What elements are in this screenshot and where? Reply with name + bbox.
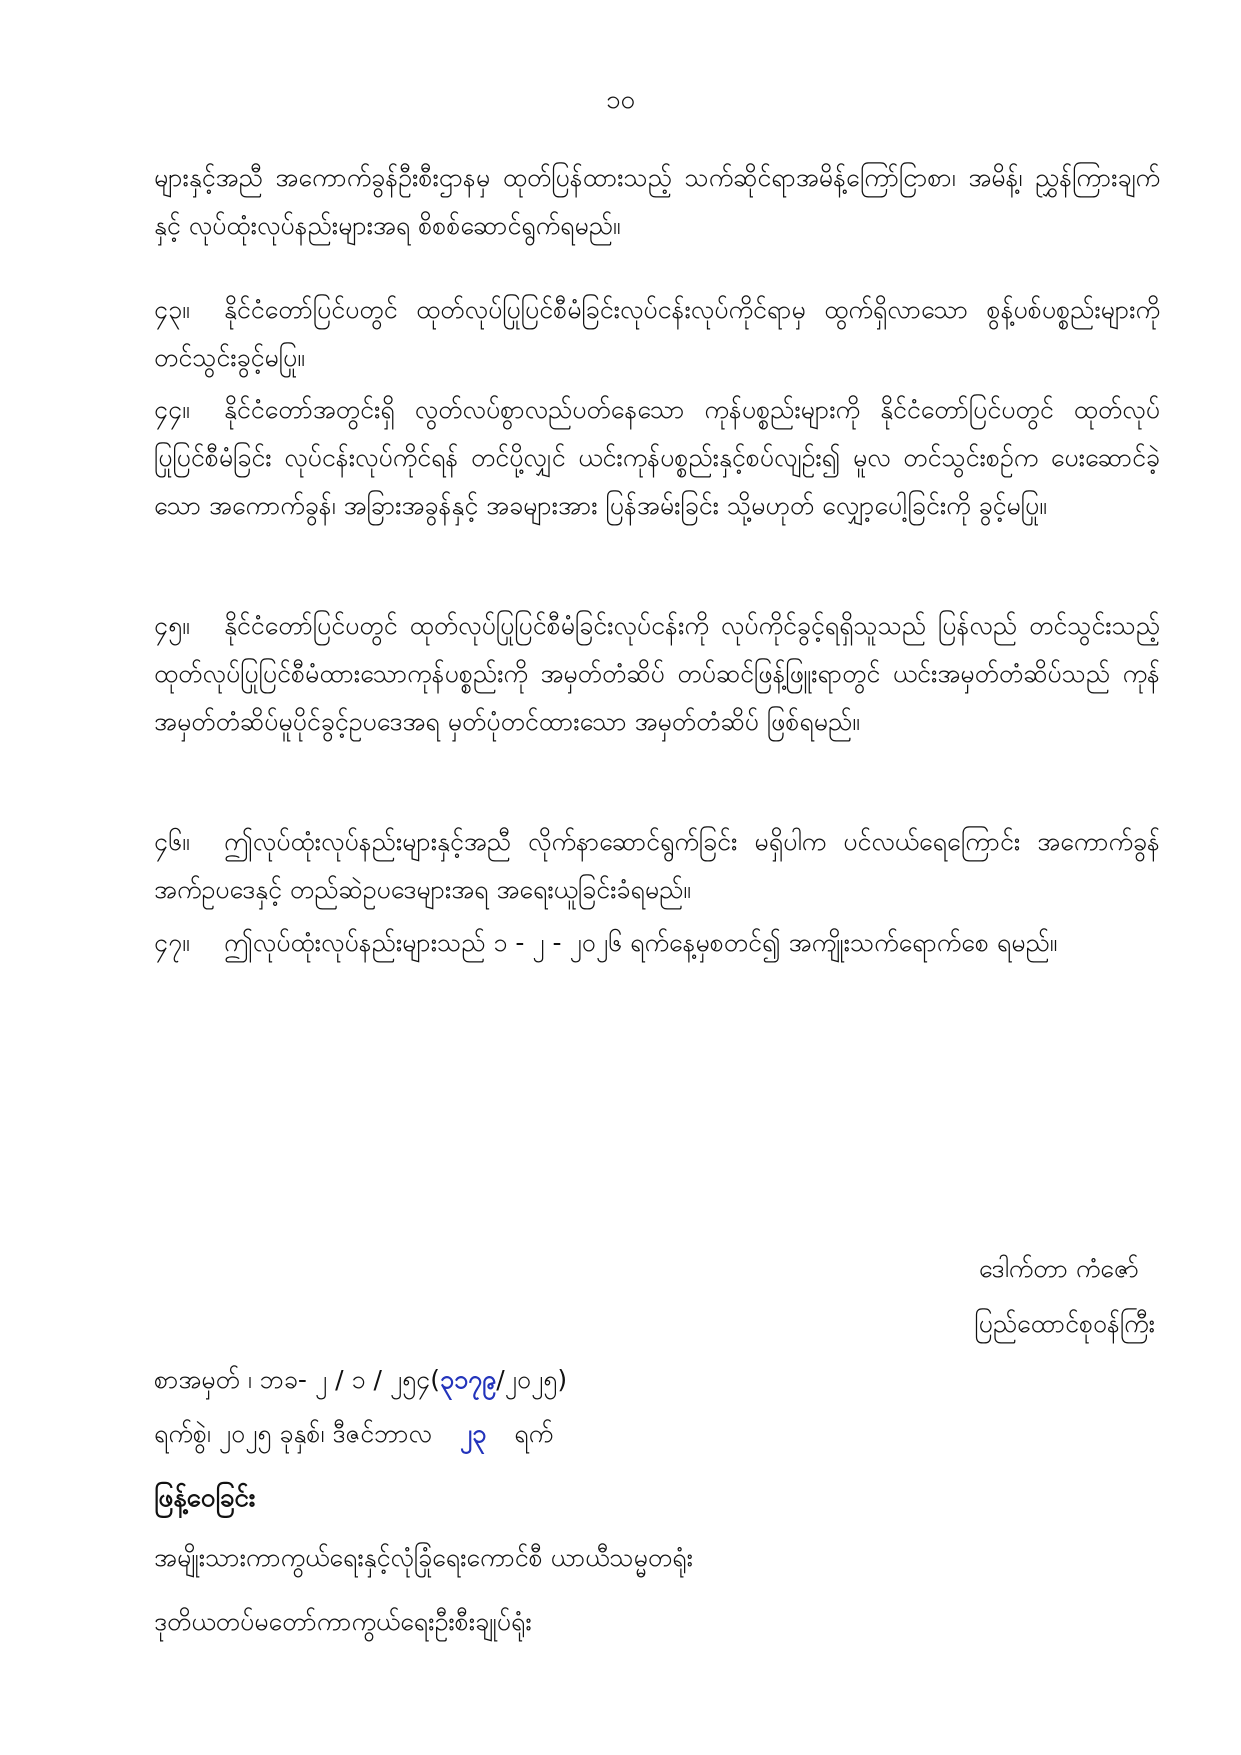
distribution-heading: ဖြန့်ဝေခြင်း [154, 1483, 256, 1513]
paragraph-47 [154, 919, 1160, 967]
date-day-stamp: ၂၃ [459, 1419, 487, 1448]
signatory-title: ပြည်ထောင်စုဝန်ကြီး [974, 1309, 1155, 1338]
reference-number [154, 1364, 567, 1401]
reference-stamp-number: ၃၁၇၉ [440, 1365, 497, 1394]
paragraph-number: ၄၃။ [154, 295, 190, 324]
paragraph-text: ဤလုပ်ထုံးလုပ်နည်းများသည် ၁ - ၂ - ၂၀၂၆ ရက်နေ့မှစတင်၍ အကျိုးသက်ရောက်စေ ရမည်။ [224, 928, 1058, 957]
paragraph-number: ၄၆။ [154, 827, 190, 856]
date-prefix: ရက်စွဲ၊ ၂၀၂၅ ခုနှစ်၊ ဒီဇင်ဘာလ [154, 1419, 432, 1448]
reference-prefix: စာအမှတ် ၊ ဘခ- ၂ / ၁ / ၂၅၄( [154, 1365, 440, 1394]
paragraph-number: ၄၇။ [154, 928, 190, 957]
paragraph-text: နိုင်ငံတော်ပြင်ပတွင် ထုတ်လုပ်ပြုပြင်စီမံခြင်းလုပ်ငန်းကို လုပ်ကိုင်ခွင့်ရရှိသူသည် ပြန်လည် တင်သွင်းသည့် ထုတ်လုပ်ပြုပြင်စီမံထားသောကုန်ပစ္စည်းကို အမှတ်တံဆိပ် တပ်ဆင်ဖြန့်ဖြူးရာတွင် ယင်းအမှတ်တံဆိပ်သည် ကုန်အမှတ်တံဆိပ်မူပိုင်ခွင့်ဥပဒေအရ မှတ်ပုံတင်ထားသော အမှတ်တံဆိပ် ဖြစ်ရမည်။ [154, 611, 1160, 736]
distribution-item: ဒုတိယတပ်မတော်ကာကွယ်ရေးဦးစီးချုပ်ရုံး [154, 1607, 532, 1636]
paragraph-text: ဤလုပ်ထုံးလုပ်နည်းများနှင့်အညီ လိုက်နာဆောင်ရွက်ခြင်း မရှိပါက ပင်လယ်ရေကြောင်း အကောက်ခွန်အက်ဥပဒေနှင့် တည်ဆဲဥပဒေများအရ အရေးယူခြင်းခံရမည်။ [154, 827, 1160, 904]
signatory-name: ဒေါက်တာ ကံဇော် [978, 1254, 1139, 1283]
paragraph-text: နိုင်ငံတော်အတွင်းရှိ လွတ်လပ်စွာလည်ပတ်နေသော ကုန်ပစ္စည်းများကို နိုင်ငံတော်ပြင်ပတွင် ထုတ်လုပ်ပြုပြင်စီမံခြင်း လုပ်ငန်းလုပ်ကိုင်ရန် တင်ပို့လျှင် ယင်းကုန်ပစ္စည်းနှင့်စပ်လျဉ်း၍ မူလ တင်သွင်းစဉ်က ပေးဆောင်ခဲ့သော အကောက်ခွန်၊ အခြားအခွန်နှင့် အခများအား ပြန်အမ်းခြင်း သို့မဟုတ် လျှော့ပေါ့ခြင်းကို ခွင့်မပြု။ [154, 395, 1160, 520]
paragraph-46 [154, 818, 1160, 914]
date-suffix: ရက် [514, 1419, 554, 1448]
paragraph-number: ၄၄။ [154, 395, 190, 424]
paragraph-continuation [154, 154, 1160, 250]
paragraph-text: နိုင်ငံတော်ပြင်ပတွင် ထုတ်လုပ်ပြုပြင်စီမံခြင်းလုပ်ငန်းလုပ်ကိုင်ရာမှ ထွက်ရှိလာသော စွန့်ပစ်ပစ္စည်းများကို တင်သွင်းခွင့်မပြု။ [154, 295, 1160, 372]
reference-suffix: /၂၀၂၅) [496, 1365, 568, 1394]
paragraph-45 [154, 602, 1160, 746]
paragraph-43 [154, 286, 1160, 382]
paragraph-44 [154, 386, 1160, 530]
page-number: ၁၀ [605, 85, 636, 115]
date-line [154, 1418, 553, 1455]
paragraph-number: ၄၅။ [154, 611, 190, 640]
distribution-item: အမျိုးသားကာကွယ်ရေးနှင့်လုံခြုံရေးကောင်စီ ယာယီသမ္မတရုံး [154, 1543, 693, 1572]
paragraph-text: များနှင့်အညီ အကောက်ခွန်ဦးစီးဌာနမှ ထုတ်ပြန်ထားသည့် သက်ဆိုင်ရာအမိန့်ကြော်ငြာစာ၊ အမိန့်၊ ညွှန်ကြားချက်နှင့် လုပ်ထုံးလုပ်နည်းများအရ စိစစ်ဆောင်ရွက်ရမည်။ [154, 163, 1160, 240]
